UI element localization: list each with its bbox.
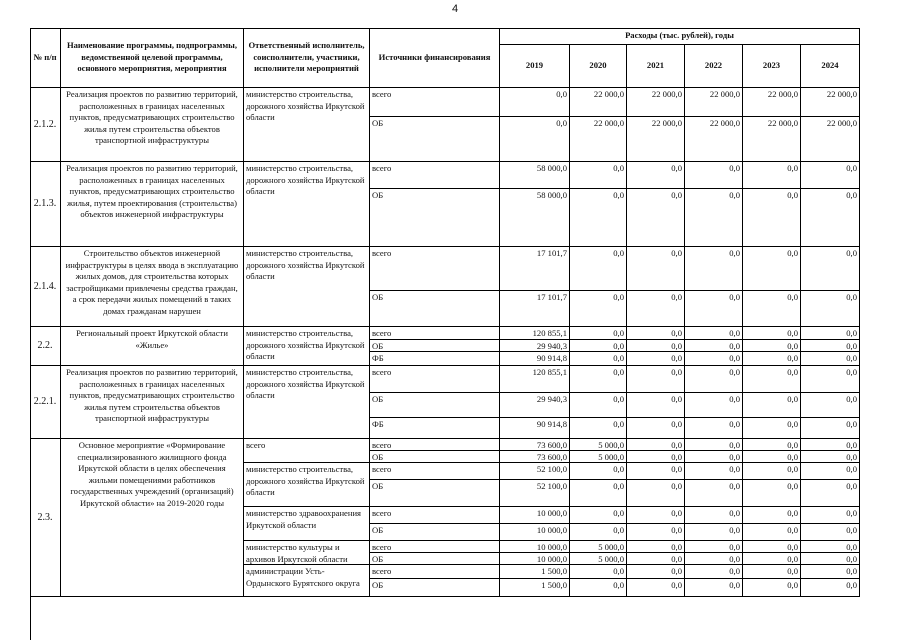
amount-2024: 0,0 <box>801 189 860 247</box>
funding-source: всего <box>370 439 500 451</box>
amount-2020: 0,0 <box>570 463 627 480</box>
amount-2023: 0,0 <box>743 291 801 327</box>
executor: министерство культуры и архивов Иркутской области <box>244 541 370 565</box>
amount-2021: 0,0 <box>627 507 685 524</box>
amount-2021: 22 000,0 <box>627 88 685 117</box>
executor: администрации Усть-Ордынского Бурятского округа <box>244 565 370 597</box>
amount-2019: 120 855,1 <box>500 327 570 340</box>
executor: министерство строительства, дорожного хозяйства Иркутской области <box>244 88 370 162</box>
amount-2024: 0,0 <box>801 565 860 579</box>
header-year-2024: 2024 <box>801 45 860 88</box>
header-name: Наименование программы, подпрограммы, ведомственной целевой программы, основного мероприятия, мероприятия <box>61 28 244 88</box>
amount-2022: 0,0 <box>685 451 743 463</box>
amount-2021: 0,0 <box>627 352 685 366</box>
amount-2020: 0,0 <box>570 162 627 189</box>
amount-2019: 52 100,0 <box>500 480 570 507</box>
amount-2023: 0,0 <box>743 162 801 189</box>
amount-2020: 0,0 <box>570 507 627 524</box>
funding-source: всего <box>370 507 500 524</box>
amount-2022: 0,0 <box>685 524 743 541</box>
funding-source: ОБ <box>370 480 500 507</box>
funding-source: всего <box>370 162 500 189</box>
measure-name: Реализация проектов по развитию территорий, расположенных в границах населенных пунктов, предусматривающих строительство жилья путем строительства объектов транспортной инфраструктуры <box>61 88 244 162</box>
amount-2019: 10 000,0 <box>500 524 570 541</box>
measure-name: Строительство объектов инженерной инфраструктуры в целях ввода в эксплуатацию жилых домов, для строительства которых застройщиками привлечены средства граждан, а срок передачи жилых помещений в таких домах гражданам нарушен <box>61 247 244 327</box>
amount-2022: 0,0 <box>685 418 743 439</box>
amount-2020: 0,0 <box>570 565 627 579</box>
amount-2023: 0,0 <box>743 247 801 291</box>
amount-2024: 0,0 <box>801 541 860 553</box>
funding-source: ОБ <box>370 553 500 565</box>
header-year-2021: 2021 <box>627 45 685 88</box>
amount-2021: 0,0 <box>627 247 685 291</box>
amount-2023: 0,0 <box>743 352 801 366</box>
amount-2023: 0,0 <box>743 189 801 247</box>
amount-2022: 0,0 <box>685 247 743 291</box>
amount-2024: 0,0 <box>801 327 860 340</box>
funding-source: всего <box>370 565 500 579</box>
amount-2024: 0,0 <box>801 291 860 327</box>
row-number: 2.1.4. <box>30 247 61 327</box>
amount-2024: 0,0 <box>801 480 860 507</box>
amount-2020: 5 000,0 <box>570 451 627 463</box>
amount-2021: 0,0 <box>627 418 685 439</box>
amount-2019: 90 914,8 <box>500 418 570 439</box>
amount-2020: 0,0 <box>570 418 627 439</box>
funding-source: всего <box>370 88 500 117</box>
amount-2023: 22 000,0 <box>743 88 801 117</box>
funding-source: ОБ <box>370 579 500 597</box>
amount-2022: 0,0 <box>685 327 743 340</box>
funding-source: ОБ <box>370 524 500 541</box>
amount-2024: 0,0 <box>801 247 860 291</box>
amount-2022: 0,0 <box>685 352 743 366</box>
amount-2019: 10 000,0 <box>500 507 570 524</box>
amount-2023: 0,0 <box>743 480 801 507</box>
amount-2024: 22 000,0 <box>801 88 860 117</box>
amount-2020: 0,0 <box>570 291 627 327</box>
amount-2022: 0,0 <box>685 162 743 189</box>
amount-2020: 0,0 <box>570 340 627 352</box>
executor: министерство строительства, дорожного хозяйства Иркутской области <box>244 366 370 439</box>
amount-2021: 0,0 <box>627 189 685 247</box>
measure-name: Основное мероприятие «Формирование специализированного жилищного фонда Иркутской области в целях обеспечения жильми помещениями работников государственных учреждений (организаций) Иркутской области» на 2019-2020 годы <box>61 439 244 597</box>
amount-2023: 0,0 <box>743 553 801 565</box>
amount-2022: 0,0 <box>685 553 743 565</box>
header-year-2019: 2019 <box>500 45 570 88</box>
funding-source: ФБ <box>370 418 500 439</box>
amount-2019: 73 600,0 <box>500 451 570 463</box>
amount-2023: 0,0 <box>743 579 801 597</box>
row-number: 2.1.2. <box>30 88 61 162</box>
amount-2023: 0,0 <box>743 541 801 553</box>
amount-2019: 29 940,3 <box>500 393 570 418</box>
amount-2023: 0,0 <box>743 565 801 579</box>
funding-source: ОБ <box>370 189 500 247</box>
amount-2019: 29 940,3 <box>500 340 570 352</box>
amount-2019: 52 100,0 <box>500 463 570 480</box>
funding-source: ФБ <box>370 352 500 366</box>
row-number: 2.2. <box>30 327 61 366</box>
amount-2021: 0,0 <box>627 327 685 340</box>
amount-2023: 0,0 <box>743 366 801 393</box>
amount-2022: 22 000,0 <box>685 88 743 117</box>
amount-2021: 0,0 <box>627 480 685 507</box>
amount-2020: 0,0 <box>570 327 627 340</box>
funding-source: всего <box>370 327 500 340</box>
amount-2020: 0,0 <box>570 189 627 247</box>
amount-2019: 90 914,8 <box>500 352 570 366</box>
amount-2022: 22 000,0 <box>685 117 743 162</box>
amount-2020: 5 000,0 <box>570 439 627 451</box>
header-year-2020: 2020 <box>570 45 627 88</box>
amount-2021: 22 000,0 <box>627 117 685 162</box>
amount-2024: 0,0 <box>801 579 860 597</box>
amount-2024: 0,0 <box>801 439 860 451</box>
amount-2022: 0,0 <box>685 507 743 524</box>
amount-2021: 0,0 <box>627 579 685 597</box>
header-num: № п/п <box>30 28 61 88</box>
amount-2021: 0,0 <box>627 524 685 541</box>
amount-2022: 0,0 <box>685 541 743 553</box>
amount-2021: 0,0 <box>627 553 685 565</box>
header-year-2022: 2022 <box>685 45 743 88</box>
amount-2019: 1 500,0 <box>500 579 570 597</box>
amount-2021: 0,0 <box>627 393 685 418</box>
funding-source: ОБ <box>370 393 500 418</box>
amount-2021: 0,0 <box>627 291 685 327</box>
amount-2023: 0,0 <box>743 463 801 480</box>
amount-2020: 0,0 <box>570 579 627 597</box>
amount-2020: 5 000,0 <box>570 553 627 565</box>
funding-source: всего <box>370 541 500 553</box>
funding-source: ОБ <box>370 117 500 162</box>
amount-2021: 0,0 <box>627 541 685 553</box>
funding-source: ОБ <box>370 451 500 463</box>
executor: всего <box>244 439 370 463</box>
amount-2019: 10 000,0 <box>500 541 570 553</box>
amount-2019: 1 500,0 <box>500 565 570 579</box>
amount-2020: 0,0 <box>570 480 627 507</box>
row-number: 2.2.1. <box>30 366 61 439</box>
funding-source: ОБ <box>370 340 500 352</box>
executor: министерство строительства, дорожного хозяйства Иркутской области <box>244 463 370 507</box>
amount-2022: 0,0 <box>685 480 743 507</box>
header-year-2023: 2023 <box>743 45 801 88</box>
executor: министерство строительства, дорожного хозяйства Иркутской области <box>244 162 370 247</box>
amount-2022: 0,0 <box>685 463 743 480</box>
amount-2020: 0,0 <box>570 247 627 291</box>
amount-2022: 0,0 <box>685 189 743 247</box>
header-executor: Ответственный исполнитель, соисполнители, участники, исполнители мероприятий <box>244 28 370 88</box>
amount-2023: 22 000,0 <box>743 117 801 162</box>
amount-2021: 0,0 <box>627 565 685 579</box>
measure-name: Региональный проект Иркутской области «Жилье» <box>61 327 244 366</box>
funding-source: всего <box>370 366 500 393</box>
amount-2019: 0,0 <box>500 88 570 117</box>
amount-2022: 0,0 <box>685 366 743 393</box>
amount-2024: 0,0 <box>801 507 860 524</box>
amount-2020: 5 000,0 <box>570 541 627 553</box>
amount-2023: 0,0 <box>743 393 801 418</box>
executor: министерство строительства, дорожного хозяйства Иркутской области <box>244 327 370 366</box>
amount-2021: 0,0 <box>627 439 685 451</box>
amount-2023: 0,0 <box>743 418 801 439</box>
amount-2020: 22 000,0 <box>570 88 627 117</box>
measure-name: Реализация проектов по развитию территорий, расположенных в границах населенных пунктов, предусматривающих строительство жилья, путем проектирования (строительства) объектов инженерной инфраструктуры <box>61 162 244 247</box>
amount-2019: 17 101,7 <box>500 247 570 291</box>
amount-2022: 0,0 <box>685 340 743 352</box>
amount-2019: 0,0 <box>500 117 570 162</box>
amount-2020: 0,0 <box>570 524 627 541</box>
amount-2022: 0,0 <box>685 393 743 418</box>
amount-2022: 0,0 <box>685 291 743 327</box>
amount-2019: 58 000,0 <box>500 162 570 189</box>
amount-2024: 0,0 <box>801 162 860 189</box>
amount-2022: 0,0 <box>685 579 743 597</box>
amount-2019: 10 000,0 <box>500 553 570 565</box>
amount-2024: 0,0 <box>801 451 860 463</box>
amount-2024: 0,0 <box>801 340 860 352</box>
amount-2020: 0,0 <box>570 393 627 418</box>
amount-2024: 0,0 <box>801 418 860 439</box>
amount-2024: 0,0 <box>801 463 860 480</box>
amount-2024: 0,0 <box>801 524 860 541</box>
amount-2024: 0,0 <box>801 393 860 418</box>
amount-2024: 0,0 <box>801 352 860 366</box>
amount-2023: 0,0 <box>743 507 801 524</box>
row-number: 2.1.3. <box>30 162 61 247</box>
row-number: 2.3. <box>30 439 61 597</box>
amount-2024: 0,0 <box>801 553 860 565</box>
executor: министерство строительства, дорожного хозяйства Иркутской области <box>244 247 370 327</box>
amount-2021: 0,0 <box>627 366 685 393</box>
amount-2023: 0,0 <box>743 451 801 463</box>
page-number: 4 <box>451 3 459 15</box>
header-expenses: Расходы (тыс. рублей), годы <box>500 28 860 45</box>
amount-2020: 0,0 <box>570 352 627 366</box>
amount-2024: 22 000,0 <box>801 117 860 162</box>
funding-source: всего <box>370 247 500 291</box>
funding-source: всего <box>370 463 500 480</box>
amount-2022: 0,0 <box>685 565 743 579</box>
amount-2021: 0,0 <box>627 451 685 463</box>
amount-2023: 0,0 <box>743 439 801 451</box>
amount-2021: 0,0 <box>627 463 685 480</box>
amount-2023: 0,0 <box>743 524 801 541</box>
amount-2023: 0,0 <box>743 327 801 340</box>
amount-2024: 0,0 <box>801 366 860 393</box>
amount-2020: 0,0 <box>570 366 627 393</box>
amount-2023: 0,0 <box>743 340 801 352</box>
funding-source: ОБ <box>370 291 500 327</box>
amount-2019: 120 855,1 <box>500 366 570 393</box>
header-source: Источники финансирования <box>370 28 500 88</box>
amount-2019: 73 600,0 <box>500 439 570 451</box>
amount-2022: 0,0 <box>685 439 743 451</box>
amount-2019: 17 101,7 <box>500 291 570 327</box>
executor: министерство здравоохранения Иркутской области <box>244 507 370 541</box>
amount-2021: 0,0 <box>627 340 685 352</box>
measure-name: Реализация проектов по развитию территорий, расположенных в границах населенных пунктов, предусматривающих строительство жилья путем строительства объектов транспортной инфраструктуры <box>61 366 244 439</box>
amount-2019: 58 000,0 <box>500 189 570 247</box>
amount-2020: 22 000,0 <box>570 117 627 162</box>
amount-2021: 0,0 <box>627 162 685 189</box>
